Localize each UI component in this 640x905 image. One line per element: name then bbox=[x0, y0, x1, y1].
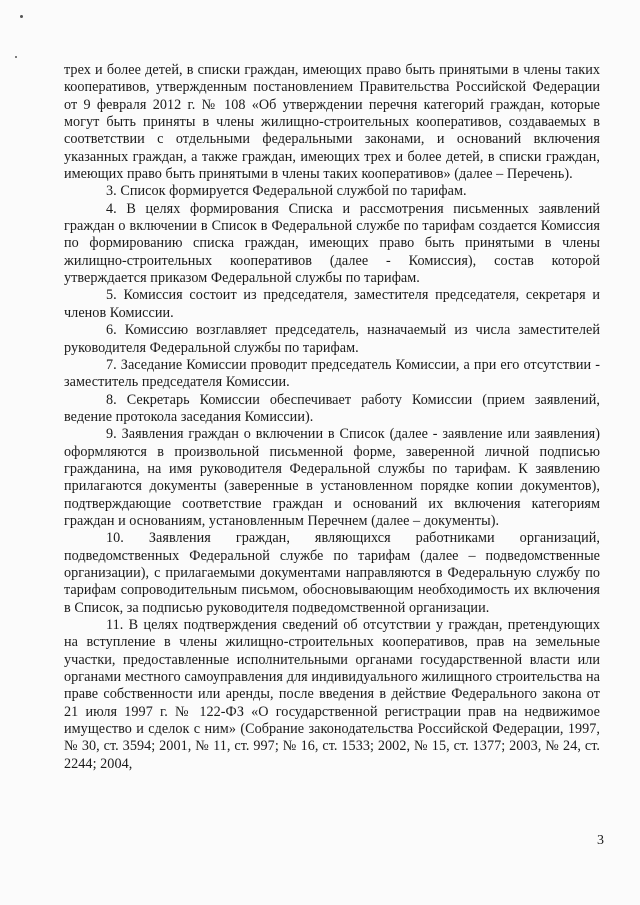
paragraph-item-5: 5. Комиссия состоит из председателя, заместителя председателя, секретаря и членов Комиссии. bbox=[64, 287, 600, 321]
document-body bbox=[64, 62, 600, 773]
paragraph-item-3: 3. Список формируется Федеральной службой по тарифам. bbox=[106, 183, 467, 200]
scan-speck bbox=[20, 15, 23, 18]
paragraph-item-7: 7. Заседание Комиссии проводит председатель Комиссии, а при его отсутствии - заместитель председателя Комиссии. bbox=[64, 356, 600, 391]
scan-speck bbox=[15, 56, 17, 58]
paragraph-item-4: 4. В целях формирования Списка и рассмотрения письменных заявлений граждан о включении в Список в Федеральной службе по тарифам создается Комиссия по формированию списка граждан, имеющих право быть принятыми в члены жилищно-строительных кооперативов (далее - Комиссия), состав которой утверждается приказом Федеральной службы по тарифам. bbox=[64, 200, 600, 287]
paragraph-item-10: 10. Заявления граждан, являющихся работниками организаций, подведомственных Федеральной службе по тарифам (далее – подведомственные организации), с прилагаемыми документами направляются в Федеральную службу по тарифам сопроводительным письмом, обосновывающим необходимость их включения в Список, за подписью руководителя подведомственной организации. bbox=[64, 530, 600, 616]
paragraph-item-11: 11. В целях подтверждения сведений об отсутствии у граждан, претендующих на вступление в члены жилищно-строительных кооперативов, прав на земельные участки, предоставленные исполнительными органами государственной власти или органами местного самоуправления для индивидуального жилищного строительства на праве собственности или аренды, после введения в действие Федерального закона от 21 июля 1997 г. № 122-ФЗ «О государственной регистрации прав на недвижимое имущество и сделок с ним» (Собрание законодательства Российской Федерации, 1997, № 30, ст. 3594; 2001, № 11, ст. 997; № 16, ст. 1533; 2002, № 15, ст. 1377; 2003, № 24, ст. 2244; 2004, bbox=[64, 617, 600, 772]
paragraph-item-6: 6. Комиссию возглавляет председатель, назначаемый из числа заместителей руководителя Федеральной службы по тарифам. bbox=[64, 322, 600, 356]
paragraph-item-9: 9. Заявления граждан о включении в Список (далее - заявление или заявления) оформляются в произвольной письменной форме, заверенной личной подписью гражданина, на имя руководителя Федеральной службы по тарифам. К заявлению прилагаются документы (заверенные в установленном порядке копии документов), подтверждающие соответствие граждан и оснований их включения категориям граждан и основаниям, установленным Перечнем (далее – документы). bbox=[64, 426, 600, 529]
page-number: 3 bbox=[597, 833, 604, 848]
paragraph-item-8: 8. Секретарь Комиссии обеспечивает работу Комиссии (прием заявлений, ведение протокола заседания Комиссии). bbox=[64, 391, 600, 425]
paragraph-continuation: трех и более детей, в списки граждан, имеющих право быть принятыми в члены таких кооперативов, утвержденным постановлением Правительства Российской Федерации от 9 февраля 2012 г. № 108 «Об утверждении перечня категорий граждан, которые могут быть приняты в члены жилищно-строительных кооперативов, создаваемых в соответствии с отдельными федеральными законами, и оснований включения указанных граждан, а также граждан, имеющих трех и более детей, в списки граждан, имеющих право быть принятыми в члены таких кооперативов» (далее – Перечень). bbox=[64, 62, 600, 183]
